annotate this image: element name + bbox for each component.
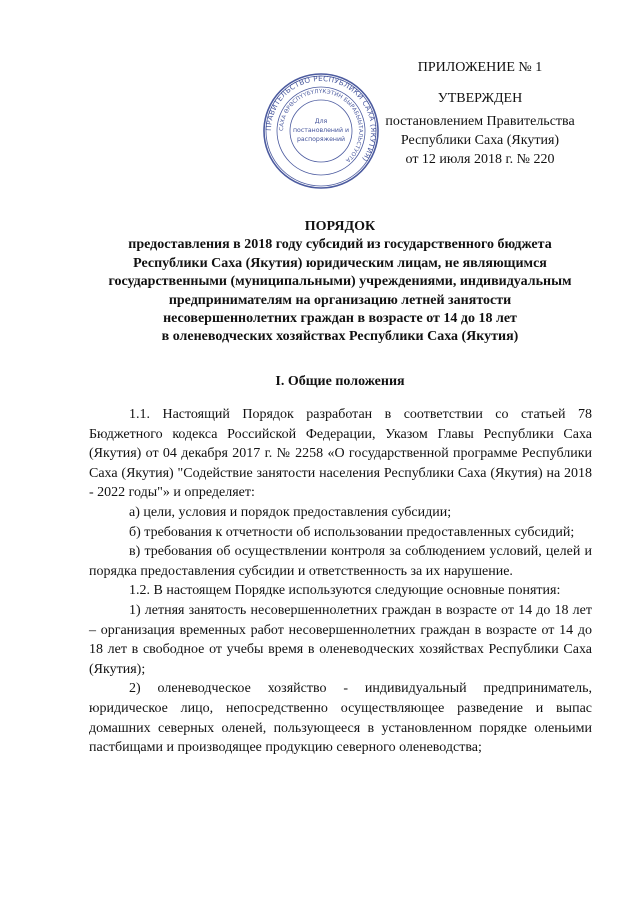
section-heading: I. Общие положения: [275, 374, 405, 389]
document-subtitle-line: предоставления в 2018 году субсидий из государственного бюджета: [128, 237, 552, 253]
approved-label: УТВЕРЖДЕН: [437, 91, 523, 106]
paragraph: 1.1. Настоящий Порядок разработан в соответствии со статьей 78 Бюджетного кодекса Российской Федерации, Указом Главы Республики Саха (Якутия) от 04 декабря 2017 г. № 2258 «О государственной программе Республики Саха (Якутия) "Содействие занятости населения Республики Саха (Якутия) на 2018 - 2022 годы"» и определяет:: [89, 407, 592, 501]
seal-inner-text: САХА ӨРӨСПҮҮБҮЛҮКЭТИН БЫРАБЫЫТАЛЬСТУОТА: [278, 88, 364, 164]
document-subtitle-line: в оленеводческих хозяйствах Республики Саха (Якутия): [161, 329, 519, 345]
decree-line-1: постановлением Правительства: [385, 114, 575, 129]
document-subtitle-line: государственными (муниципальными) учреждениями, индивидуальным: [108, 274, 572, 290]
appendix-number: ПРИЛОЖЕНИЕ № 1: [417, 60, 543, 75]
document-title-block: [80, 218, 600, 347]
decree-line-3: от 12 июля 2018 г. № 220: [405, 152, 555, 167]
decree-line-2: Республики Саха (Якутия): [400, 133, 560, 148]
document-subtitle-line: предпринимателям на организацию летней занятости: [168, 292, 512, 308]
document-subtitle-line: Республики Саха (Якутия) юридическим лицам, не являющимся: [133, 255, 547, 271]
paragraph: а) цели, условия и порядок предоставления субсидии;: [129, 504, 452, 520]
official-seal-stamp: [262, 72, 380, 190]
paragraph: б) требования к отчетности об использовании предоставленных субсидий;: [129, 524, 575, 540]
paragraph: в) требования об осуществлении контроля за соблюдением условий, целей и порядка предоставления субсидии и ответственность за их нарушение.: [89, 544, 592, 579]
seal-center-line-1: Для: [314, 118, 328, 125]
seal-center-line-2: постановлений и: [293, 127, 349, 134]
document-title: ПОРЯДОК: [304, 219, 376, 234]
section-body: [89, 405, 592, 758]
paragraph: 1) летняя занятость несовершеннолетних граждан в возрасте от 14 до 18 лет – организация временных работ несовершеннолетних граждан в возрасте от 14 до 18 лет в свободное от учебы время в оленеводческих хозяйствах Республики Саха (Якутия);: [89, 602, 592, 677]
seal-center-line-3: распоряжений: [296, 136, 346, 143]
paragraph: 2) оленеводческое хозяйство - индивидуальный предприниматель, юридическое лицо, непосредственно осуществляющее разведение и выпас домашних северных оленей, пользующееся в установленном порядке оленьими пастбищами и производящее продукцию северного оленеводства;: [89, 681, 592, 756]
seal-outer-text: ПРАВИТЕЛЬСТВО РЕСПУБЛИКИ САХА (ЯКУТИЯ): [263, 73, 379, 164]
paragraph: 1.2. В настоящем Порядке используются следующие основные понятия:: [129, 583, 561, 599]
document-subtitle-line: несовершеннолетних граждан в возрасте от 14 до 18 лет: [163, 311, 517, 327]
